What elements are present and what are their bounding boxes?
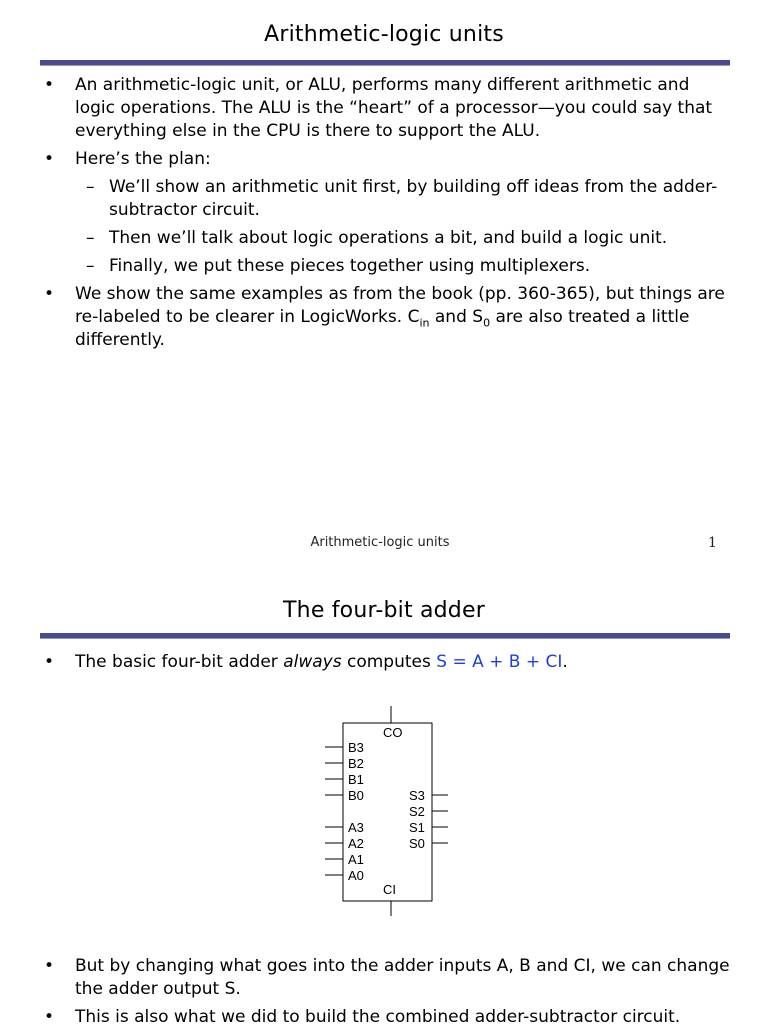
subscript-in: in <box>419 316 430 330</box>
text-run: . <box>562 652 568 672</box>
bullet-text: Here’s the plan: <box>75 149 211 169</box>
bullet-list <box>44 955 734 1034</box>
dash-mark: – <box>86 256 95 276</box>
slide-four-bit-adder <box>0 578 768 1027</box>
bullet-text <box>75 652 568 672</box>
input-label-a2: A2 <box>348 836 364 851</box>
bullet-item <box>44 955 734 1001</box>
bullet-item <box>44 74 734 143</box>
title-rule <box>40 60 730 66</box>
text-run: We show the same examples as from the book (pp. 360-365), but things are re-labeled to be clearer in LogicWorks. C <box>75 284 725 327</box>
carry-out-label: CO <box>383 725 403 740</box>
bullet-list <box>44 74 734 357</box>
output-label-s3: S3 <box>409 788 425 803</box>
bullet-item <box>44 651 734 674</box>
bullet-list <box>44 651 734 679</box>
bullet-text: But by changing what goes into the adder inputs A, B and CI, we can change the adder output S. <box>75 956 730 999</box>
sub-bullet-text: We’ll show an arithmetic unit first, by building off ideas from the adder-subtractor circuit. <box>109 177 718 220</box>
text-run: computes <box>341 652 437 672</box>
sub-bullet-text: Finally, we put these pieces together using multiplexers. <box>109 256 591 276</box>
emphasis-always: always <box>283 652 342 672</box>
carry-in-label: CI <box>383 882 396 897</box>
bullet-item <box>44 1006 734 1029</box>
title-rule <box>40 633 730 639</box>
bullet-text <box>75 284 725 350</box>
bullet-text: This is also what we did to build the combined adder-subtractor circuit. <box>75 1007 681 1027</box>
input-label-a1: A1 <box>348 852 364 867</box>
adder-block-svg <box>320 704 450 918</box>
four-bit-adder-diagram <box>320 704 450 918</box>
adder-formula: S = A + B + CI <box>436 652 563 672</box>
sub-bullet-item <box>44 255 734 278</box>
bullet-mark: • <box>44 652 55 672</box>
sub-bullet-item <box>44 227 734 250</box>
output-label-s2: S2 <box>409 804 425 819</box>
slide-title: The four-bit adder <box>283 598 485 623</box>
slide-title: Arithmetic-logic units <box>264 22 504 47</box>
bullet-text: An arithmetic-logic unit, or ALU, performs many different arithmetic and logic operations. The ALU is the “heart” of a processor—you could say that everything else in the CPU is there to support the ALU. <box>75 75 713 141</box>
input-label-a0: A0 <box>348 868 364 883</box>
input-label-b0: B0 <box>348 788 364 803</box>
sub-bullet-item <box>44 176 734 222</box>
sub-bullet-text: Then we’ll talk about logic operations a bit, and build a logic unit. <box>109 228 668 248</box>
dash-mark: – <box>86 177 95 197</box>
bullet-mark: • <box>44 1007 55 1027</box>
dash-mark: – <box>86 228 95 248</box>
input-label-b1: B1 <box>348 772 364 787</box>
bullet-mark: • <box>44 149 55 169</box>
input-label-a3: A3 <box>348 820 364 835</box>
bullet-mark: • <box>44 956 55 976</box>
bullet-mark: • <box>44 284 55 304</box>
text-run: The basic four-bit adder <box>75 652 284 672</box>
bullet-item <box>44 283 734 352</box>
input-label-b2: B2 <box>348 756 364 771</box>
output-label-s1: S1 <box>409 820 425 835</box>
text-run: are also treated a little differently. <box>75 307 690 350</box>
subscript-zero: 0 <box>483 316 491 330</box>
input-label-b3: B3 <box>348 740 364 755</box>
text-run: and S <box>429 307 484 327</box>
footer-title: Arithmetic-logic units <box>310 535 450 550</box>
bullet-mark: • <box>44 75 55 95</box>
page-number: 1 <box>708 535 717 551</box>
bullet-item <box>44 148 734 171</box>
output-label-s0: S0 <box>409 836 425 851</box>
